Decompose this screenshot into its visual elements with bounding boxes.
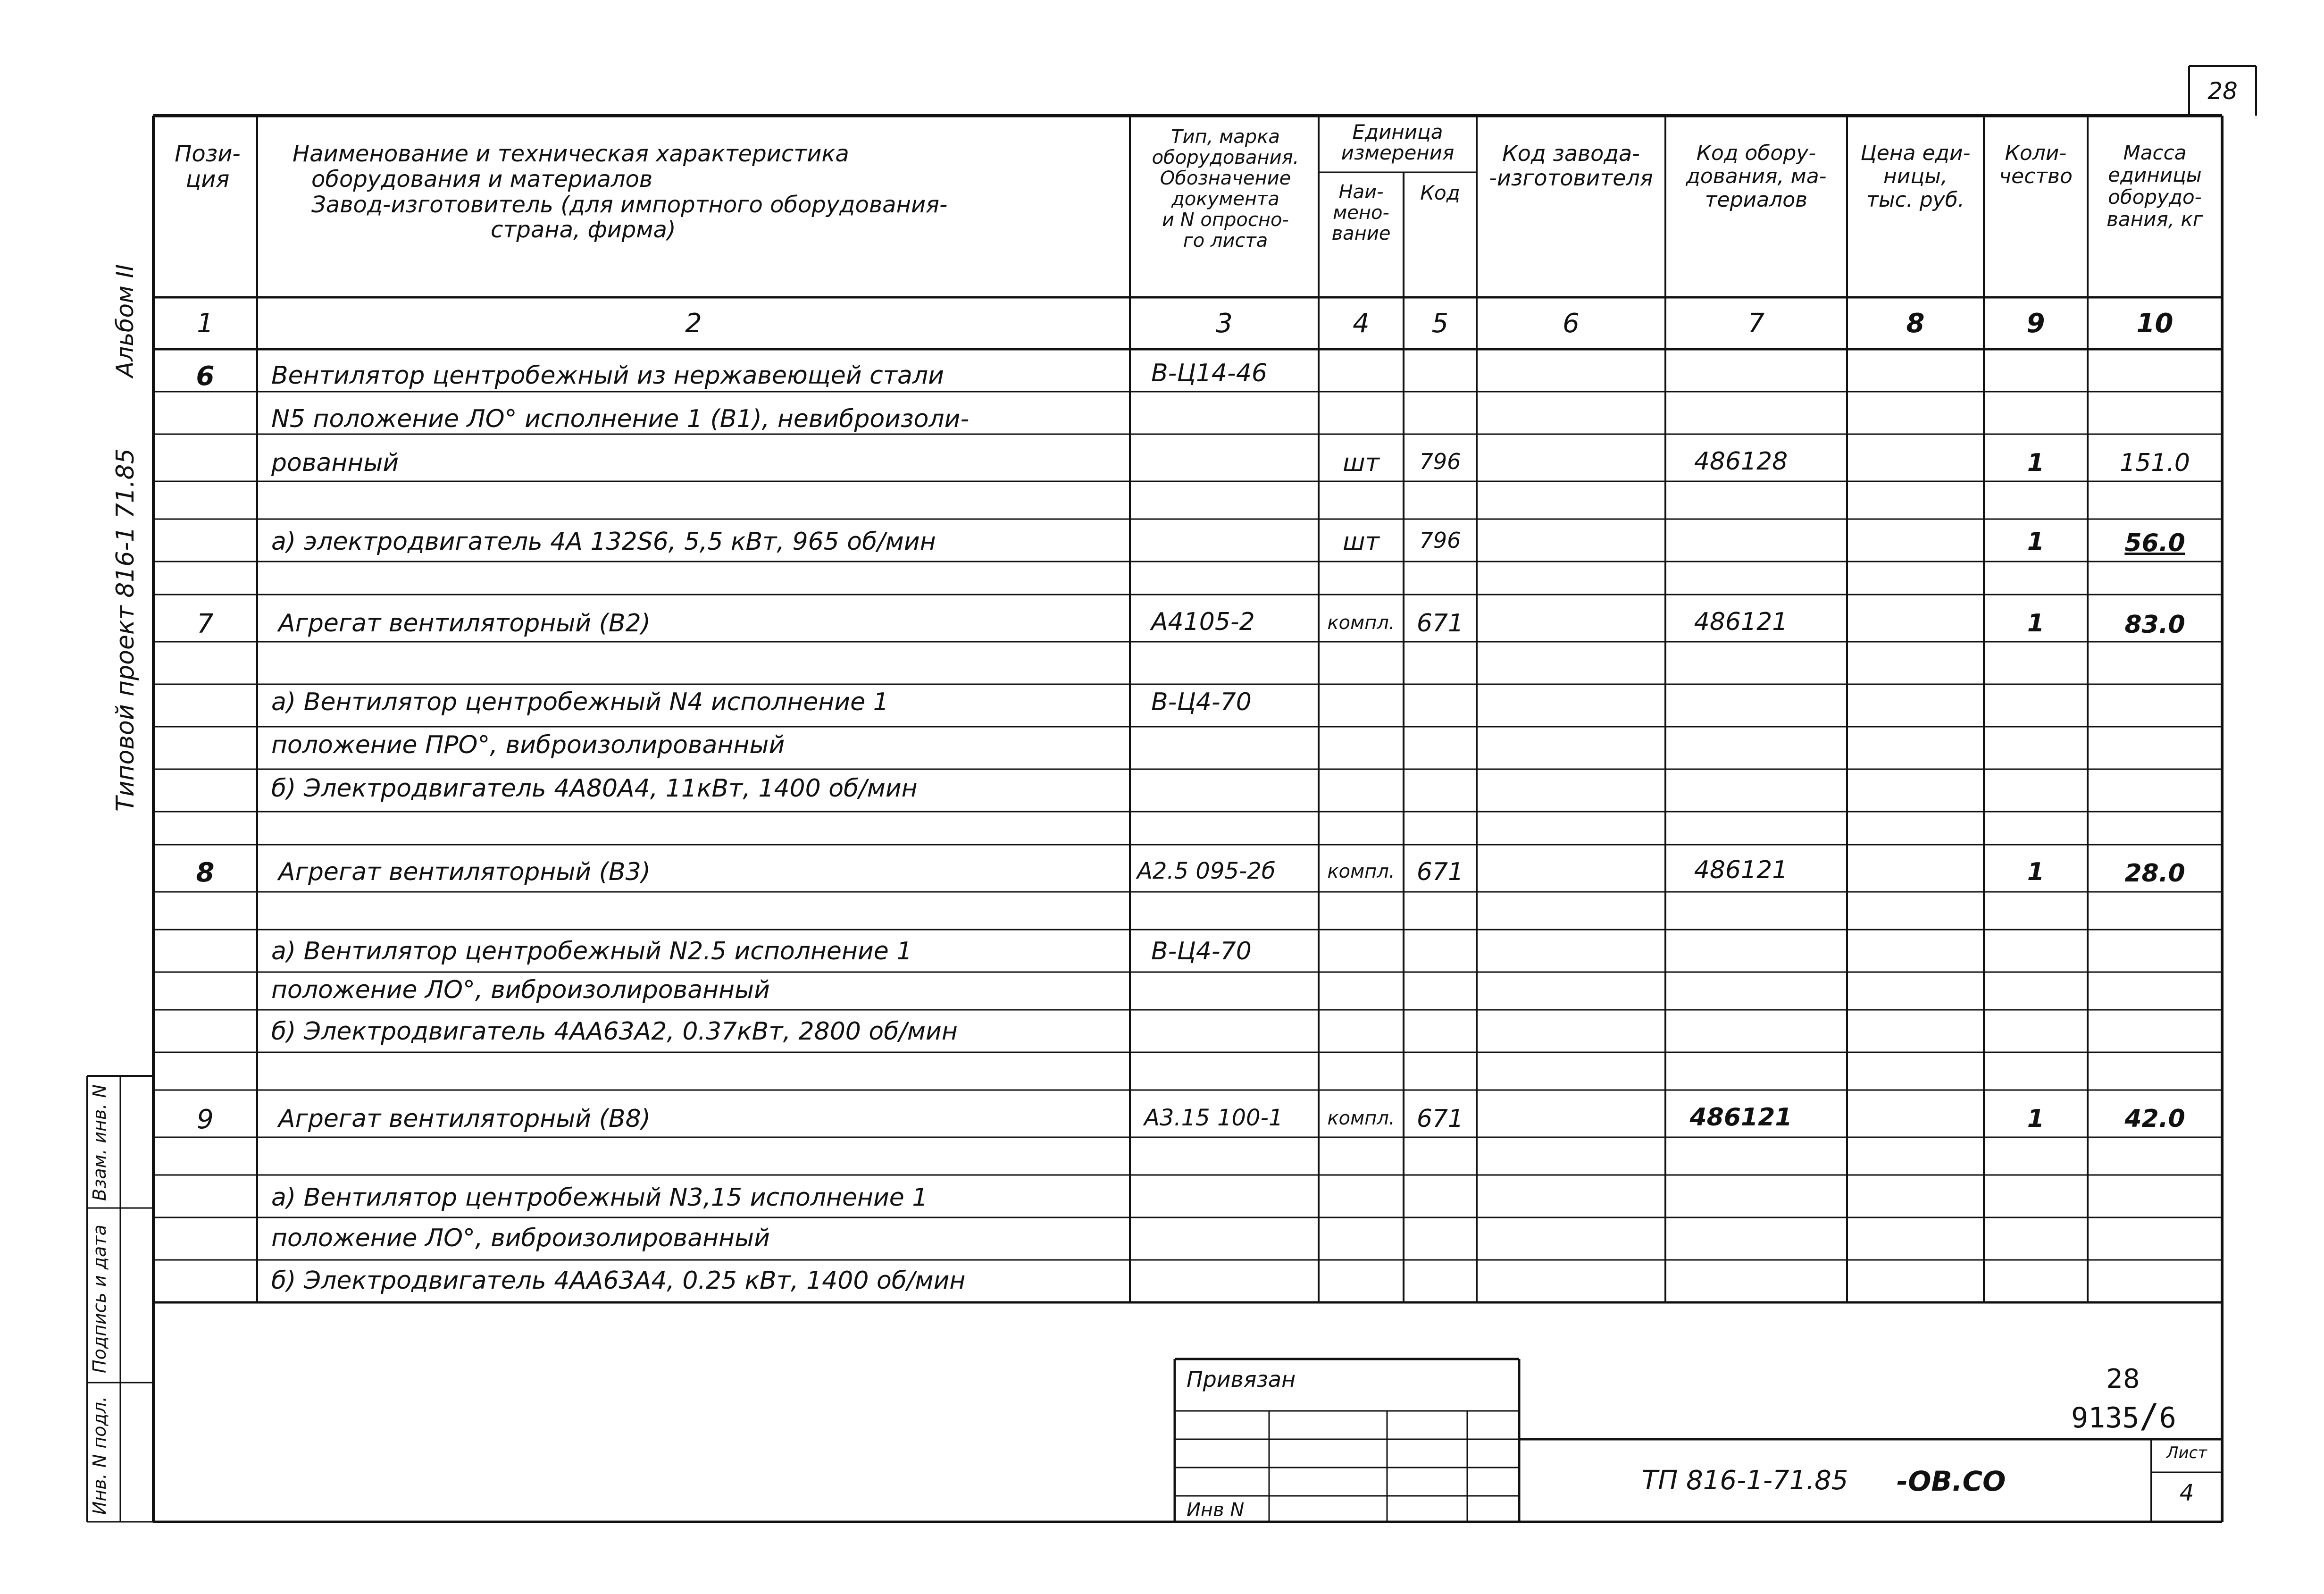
colnum-3: 3 [1216,308,1233,339]
row-name: Агрегат вентиляторный (В3) [278,858,651,886]
row-eq-code: 486121 [1689,1103,1792,1132]
sheet-id: 9135/6 [2071,1397,2176,1435]
row-name: рованный [271,449,399,477]
row-unit-code: 671 [1416,858,1464,886]
row-type: А4105-2 [1151,608,1255,636]
row-eq-code: 486128 [1694,447,1788,476]
page-number: 28 [2106,1364,2140,1394]
row-type: В-Ц4-70 [1151,937,1252,965]
row-qty: 1 [2027,1105,2045,1133]
side-album-label: Альбом ІІ [111,264,139,378]
row-name: а) Вентилятор центробежный N4 исполнение 1 [271,688,889,716]
list-number: 4 [2179,1480,2194,1506]
row-eq-code: 486121 [1694,608,1788,636]
row-mass: 56.0 [2124,529,2185,557]
row-name: Агрегат вентиляторный (В8) [278,1105,651,1133]
row-name: положение ЛО°, виброизолированный [271,1224,770,1252]
row-unit: шт [1343,528,1379,556]
stamp-podpis: Подпись и дата [89,1225,110,1373]
header-col3: Тип, марка оборудования. Обозначение документа и N опросно- го листа [1152,126,1299,252]
doc-code: ТП 816-1-71.85 [1642,1465,1848,1496]
colnum-9: 9 [2026,308,2045,339]
header-col10: Масса единицы оборудо- вания, кг [2107,141,2203,231]
row-qty: 1 [2027,609,2045,638]
row-name: б) Электродвигатель 4А80А4, 11кВт, 1400 об/мин [271,774,918,803]
row-type: В-Ц14-46 [1151,359,1267,387]
row-name: б) Электродвигатель 4АА63А4, 0.25 кВт, 1400 об/мин [271,1267,966,1295]
row-name: б) Электродвигатель 4АА63А2, 0.37кВт, 2800 об/мин [271,1017,958,1046]
colnum-1: 1 [197,308,214,339]
row-type: А2.5 095-2б [1137,858,1276,884]
row-mass: 28.0 [2124,859,2185,888]
row-pos: 8 [196,857,215,888]
row-pos: 9 [197,1104,214,1135]
row-unit: компл. [1327,612,1395,634]
inv-label: Инв N [1187,1499,1245,1521]
row-pos: 6 [196,361,215,392]
row-unit: компл. [1327,861,1395,882]
row-type: А3.15 100-1 [1144,1105,1283,1131]
stamp-vzam: Взам. инв. N [89,1084,110,1201]
row-qty: 1 [2027,528,2045,556]
colnum-6: 6 [1563,308,1580,339]
row-unit-code: 671 [1416,609,1464,638]
row-name: N5 положение ЛО° исполнение 1 (В1), невиброизоли- [271,405,970,433]
row-unit: шт [1343,449,1379,477]
header-col2: Наименование и техническая характеристика оборудования и материалов Завод-изготовитель (для импортного оборудования- страна, фирма) [293,141,948,243]
row-name: а) электродвигатель 4А 132S6, 5,5 кВт, 965 об/мин [271,528,936,556]
row-mass: 151.0 [2120,449,2190,477]
list-label: Лист [2166,1443,2207,1462]
colnum-5: 5 [1431,308,1449,339]
header-col6: Код завода- -изготовителя [1489,141,1653,191]
row-pos: 7 [197,609,214,639]
row-name: Вентилятор центробежный из нержавеющей стали [271,361,944,390]
doc-suffix: -ОВ.СО [1897,1465,2006,1497]
colnum-10: 10 [2136,308,2174,339]
row-name: положение ЛО°, виброизолированный [271,976,770,1004]
row-name: положение ПРО°, виброизолированный [271,731,785,759]
header-col4: Наи- мено- вание [1331,181,1391,244]
colnum-2: 2 [685,308,702,339]
row-name: Агрегат вентиляторный (В2) [278,609,651,638]
row-name: а) Вентилятор центробежный N3,15 исполнение 1 [271,1183,928,1212]
stamp-inv-podl: Инв. N подл. [89,1396,110,1515]
row-type: В-Ц4-70 [1151,688,1252,716]
row-eq-code: 486121 [1694,856,1788,884]
row-unit-code: 796 [1419,528,1461,553]
side-project-label: Типовой проект 816-1 71.85 [111,448,140,812]
header-col8: Цена еди- ницы, тыс. руб. [1860,141,1971,212]
header-unit-group: Единица измерения [1341,120,1455,165]
colnum-4: 4 [1353,308,1370,339]
row-qty: 1 [2027,858,2045,886]
row-unit: компл. [1327,1107,1395,1129]
header-col7: Код обору- дования, ма- териалов [1686,141,1827,212]
colnum-7: 7 [1747,308,1765,339]
privyazan-label: Привязан [1187,1367,1296,1392]
header-col5: Код [1420,181,1460,204]
row-unit-code: 796 [1419,449,1461,474]
row-mass: 42.0 [2124,1105,2185,1133]
row-unit-code: 671 [1416,1105,1464,1133]
colnum-8: 8 [1906,308,1925,339]
row-mass: 83.0 [2124,611,2185,639]
header-col9: Коли- чество [1999,141,2073,189]
sheet-corner-number: 28 [2207,77,2238,105]
row-qty: 1 [2027,449,2045,477]
header-col1: Пози- ция [175,141,241,193]
row-name: а) Вентилятор центробежный N2.5 исполнение 1 [271,937,912,965]
